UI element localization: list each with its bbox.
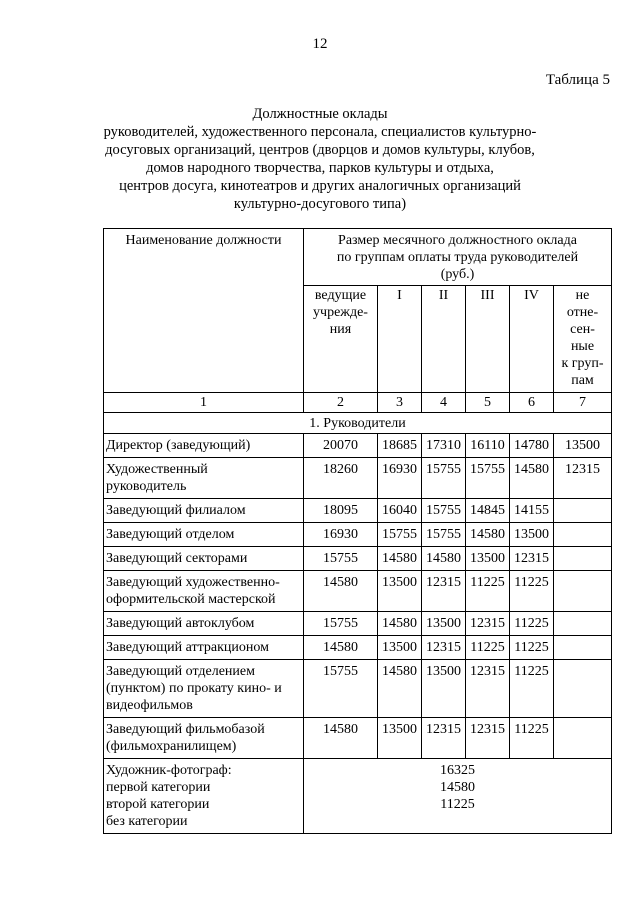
salary-value: 14580 <box>304 718 378 759</box>
table-row <box>104 523 612 547</box>
header-salary <box>304 229 612 286</box>
column-number: 4 <box>422 393 466 413</box>
photographer-values <box>304 759 612 834</box>
salary-value: 13500 <box>422 612 466 636</box>
salary-value: 14155 <box>510 499 554 523</box>
salary-value: 12315 <box>422 636 466 660</box>
position-name-line: видеофильмов <box>106 698 193 713</box>
column-number: 2 <box>304 393 378 413</box>
position-name-line: Заведующий отделом <box>106 527 235 542</box>
position-name-line: Заведующий отделением <box>106 664 255 679</box>
salary-value: 18095 <box>304 499 378 523</box>
table-row <box>104 547 612 571</box>
header-salary-line: по группам оплаты труда руководителей <box>336 250 579 265</box>
salary-value: 14780 <box>510 434 554 458</box>
table-row <box>104 612 612 636</box>
salary-value <box>554 547 612 571</box>
title-line: досуговых организаций, центров (дворцов и домов культуры, клубов, <box>105 142 535 158</box>
salary-value: 12315 <box>466 612 510 636</box>
header-group-line: ния <box>329 322 352 337</box>
header-salary-line: Размер месячного должностного оклада <box>338 233 577 248</box>
salary-value <box>554 636 612 660</box>
salary-value: 15755 <box>466 458 510 499</box>
salary-value: 11225 <box>510 718 554 759</box>
salary-value <box>554 571 612 612</box>
header-row <box>104 229 612 286</box>
column-number: 3 <box>378 393 422 413</box>
salary-value: 14580 <box>466 523 510 547</box>
header-group-line: сен- <box>570 322 595 337</box>
position-name <box>104 718 304 759</box>
salary-value: 12315 <box>466 660 510 718</box>
salary-value: 15755 <box>422 499 466 523</box>
position-name-line: (пунктом) по прокату кино- и <box>106 681 282 696</box>
position-name-line: Заведующий секторами <box>106 551 248 566</box>
position-name <box>104 759 304 834</box>
header-group-line: учрежде- <box>313 305 368 320</box>
photographer-row <box>104 759 612 834</box>
position-name-line: Заведующий фильмобазой <box>106 722 265 737</box>
table-row <box>104 660 612 718</box>
salary-value: 11225 <box>510 660 554 718</box>
salary-value <box>554 660 612 718</box>
salary-value: 14580 <box>378 547 422 571</box>
position-name-line: Директор (заведующий) <box>106 438 251 453</box>
position-name <box>104 434 304 458</box>
salary-value: 15755 <box>422 523 466 547</box>
column-number: 7 <box>554 393 612 413</box>
salary-value: 15755 <box>304 547 378 571</box>
header-group-line: не <box>575 288 590 303</box>
salary-value: 12315 <box>554 458 612 499</box>
position-name-line: оформительской мастерской <box>106 592 276 607</box>
position-name <box>104 499 304 523</box>
header-position-name: Наименование должности <box>104 229 304 393</box>
salary-value: 13500 <box>378 636 422 660</box>
salary-table <box>103 228 612 834</box>
table-row <box>104 434 612 458</box>
section-row <box>104 413 612 434</box>
header-group-line: I <box>397 288 402 303</box>
salary-value: 14580 <box>304 636 378 660</box>
position-name-line: Заведующий художественно- <box>106 575 280 590</box>
header-group-line: пам <box>571 373 594 388</box>
position-name-line: Художник-фотограф: <box>106 763 232 778</box>
salary-value: 11225 <box>466 636 510 660</box>
salary-value: 12315 <box>422 718 466 759</box>
salary-value: 15755 <box>422 458 466 499</box>
title-line: Должностные оклады <box>252 106 388 122</box>
header-group-line: отне- <box>566 305 599 320</box>
salary-value: 11225 <box>510 612 554 636</box>
salary-value: 16930 <box>304 523 378 547</box>
salary-value: 11225 <box>510 636 554 660</box>
salary-value: 13500 <box>422 660 466 718</box>
position-name <box>104 547 304 571</box>
header-group <box>510 286 554 393</box>
title-line: культурно-досугового типа) <box>233 196 407 212</box>
salary-value: 14580 <box>510 458 554 499</box>
salary-value: 13500 <box>554 434 612 458</box>
salary-value: 14580 <box>422 547 466 571</box>
title-line: руководителей, художественного персонала, специалистов культурно- <box>103 124 537 140</box>
table-row <box>104 718 612 759</box>
salary-value: 11225 <box>510 571 554 612</box>
table-label: Таблица 5 <box>545 72 610 88</box>
salary-value: 15755 <box>304 612 378 636</box>
header-group-line: II <box>438 288 449 303</box>
salary-value: 13500 <box>378 718 422 759</box>
position-name <box>104 612 304 636</box>
section-title: 1. Руководители <box>104 413 612 434</box>
salary-value: 18685 <box>378 434 422 458</box>
salary-value: 16930 <box>378 458 422 499</box>
salary-value <box>554 523 612 547</box>
position-name-line: Заведующий филиалом <box>106 503 246 518</box>
title-line: центров досуга, кинотеатров и других аналогичных организаций <box>119 178 521 194</box>
table-row <box>104 458 612 499</box>
position-name <box>104 636 304 660</box>
salary-value: 12315 <box>510 547 554 571</box>
photographer-values-line: 16325 <box>440 763 475 778</box>
salary-value: 18260 <box>304 458 378 499</box>
position-name <box>104 660 304 718</box>
header-salary-line: (руб.) <box>440 267 475 282</box>
position-name-line: без категории <box>106 814 188 829</box>
position-name <box>104 571 304 612</box>
salary-value: 13500 <box>510 523 554 547</box>
salary-value: 12315 <box>422 571 466 612</box>
header-group <box>554 286 612 393</box>
header-group <box>378 286 422 393</box>
salary-value: 14580 <box>304 571 378 612</box>
column-numbers-row <box>104 393 612 413</box>
salary-value: 12315 <box>466 718 510 759</box>
salary-value: 17310 <box>422 434 466 458</box>
salary-value: 16110 <box>466 434 510 458</box>
salary-value: 20070 <box>304 434 378 458</box>
position-name-line: Художественный <box>106 462 208 477</box>
photographer-values-line: 14580 <box>440 780 475 795</box>
column-number: 6 <box>510 393 554 413</box>
table-row <box>104 636 612 660</box>
photographer-values-line: 11225 <box>440 797 475 812</box>
salary-value: 11225 <box>466 571 510 612</box>
header-group <box>466 286 510 393</box>
column-number: 1 <box>104 393 304 413</box>
salary-value <box>554 499 612 523</box>
salary-value <box>554 718 612 759</box>
header-group <box>304 286 378 393</box>
salary-value: 13500 <box>466 547 510 571</box>
page-number: 12 <box>312 36 328 52</box>
salary-value: 15755 <box>378 523 422 547</box>
header-group <box>422 286 466 393</box>
document-title <box>100 105 540 213</box>
position-name-line: первой категории <box>106 780 211 795</box>
position-name <box>104 458 304 499</box>
position-name-line: Заведующий аттракционом <box>106 640 269 655</box>
column-number: 5 <box>466 393 510 413</box>
header-group-line: к груп- <box>561 356 604 371</box>
salary-value: 14580 <box>378 612 422 636</box>
position-name-line: (фильмохранилищем) <box>106 739 237 754</box>
position-name-line: Заведующий автоклубом <box>106 616 255 631</box>
table-row <box>104 571 612 612</box>
position-name <box>104 523 304 547</box>
salary-value: 14580 <box>378 660 422 718</box>
salary-value <box>554 612 612 636</box>
title-line: домов народного творчества, парков культуры и отдыха, <box>146 160 494 176</box>
salary-value: 13500 <box>378 571 422 612</box>
header-group-line: IV <box>524 288 539 303</box>
header-group-line: III <box>480 288 495 303</box>
salary-value: 14845 <box>466 499 510 523</box>
header-group-line: ведущие <box>314 288 367 303</box>
salary-value: 16040 <box>378 499 422 523</box>
table-row <box>104 499 612 523</box>
header-group-line: ные <box>570 339 595 354</box>
salary-value: 15755 <box>304 660 378 718</box>
position-name-line: второй категории <box>106 797 210 812</box>
position-name-line: руководитель <box>106 479 187 494</box>
